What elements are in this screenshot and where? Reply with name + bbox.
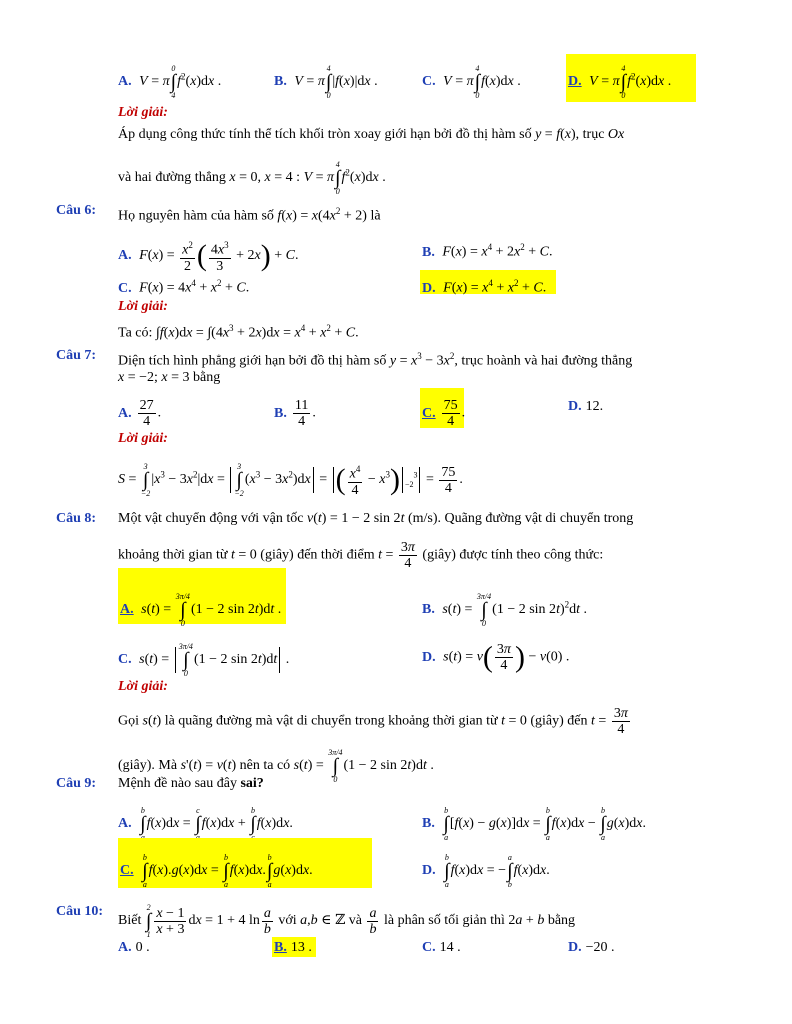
q5-solution-label: Lời giải:: [118, 105, 168, 120]
q8-option-c[interactable]: C. s(t) = 3π/4 ∫ 0 (1 − 2 sin 2t)dt .: [118, 642, 290, 678]
q5-option-c[interactable]: C. V = π 4 ∫ 0 f(x)dx .: [422, 64, 521, 100]
q6-text: Họ nguyên hàm của hàm số $f(x) = x(4x^2 + 2)$ là: [118, 206, 381, 224]
q7-text-line2: x = −2; x = 3 bằng: [118, 370, 221, 385]
q8-text-line2: khoảng thời gian từ t = 0 (giây) đến thời điểm t = $\frac{3\pi}{4}$ (giây) được tính theo công thức:: [118, 540, 604, 571]
q10-option-a[interactable]: A. 0 .: [118, 940, 150, 955]
q9-option-d[interactable]: D. b ∫ a f(x)dx = − a ∫ b f(x)dx.: [422, 853, 550, 889]
q10-text: Biết 2 ∫ 1 $\frac{x - 1}{x + 3}$ dx = 1 + 4 ln $\frac{a}{b}$ với a,b ∈ ℤ và $\frac{a}{b}$ là phân số tối giản thì 2a + b bằng: [118, 903, 576, 939]
q9-text: Mệnh đề nào sau đây sai?: [118, 776, 264, 791]
q9-option-c[interactable]: C. b ∫ a f(x).g(x)dx = b ∫ a f(x)dx. b ∫ a g(x)dx.: [120, 853, 313, 889]
q7-option-a[interactable]: A. $\frac{27}{4}$ .: [118, 398, 162, 429]
q7-solution-label: Lời giải:: [118, 431, 168, 446]
q5-option-b[interactable]: B. V = π 4 ∫ 0 |f(x)|dx .: [274, 64, 378, 100]
q6-option-c[interactable]: C. $F(x) = 4x^4 + x^2 + C$.: [118, 278, 250, 296]
q8-solution-line2: (giây). Mà s'(t) = v(t) nên ta có s(t) = 3π/4 ∫ 0 (1 − 2 sin 2t)dt .: [118, 748, 434, 784]
q9-label: Câu 9:: [56, 776, 97, 791]
q6-solution-label: Lời giải:: [118, 299, 168, 314]
q8-solution-label: Lời giải:: [118, 679, 168, 694]
q6-option-b[interactable]: B. $F(x) = x^4 + 2x^2 + C$.: [422, 242, 553, 260]
q10-option-c[interactable]: C. 14 .: [422, 940, 461, 955]
q7-option-b[interactable]: B. $\frac{11}{4}$ .: [274, 398, 316, 429]
q7-option-d[interactable]: D. 12.: [568, 399, 604, 414]
q5-option-a-label[interactable]: A.: [118, 74, 132, 90]
q8-label: Câu 8:: [56, 511, 97, 526]
q8-solution-line1: Gọi s(t) là quãng đường mà vật di chuyển trong khoảng thời gian từ t = 0 (giây) đến t = $\frac{3\pi}{4}$: [118, 706, 628, 737]
q10-option-b[interactable]: B. 13 .: [274, 940, 312, 955]
q6-label: Câu 6:: [56, 203, 97, 218]
q8-option-a[interactable]: A. s(t) = 3π/4 ∫ 0 (1 − 2 sin 2t)dt .: [120, 592, 282, 628]
q7-text: Diện tích hình phẳng giới hạn bởi đồ thị hàm số $y = x^3 - 3x^2$, trục hoành và hai đường thẳng: [118, 351, 633, 369]
q6-option-a[interactable]: A. F(x) = $\frac{x^2}{2}$ ( $\frac{4x^3}{3}$ + 2x) + C.: [118, 238, 299, 274]
q5-solution-line1: Áp dụng công thức tính thể tích khối tròn xoay giới hạn bởi đồ thị hàm số y = f(x), trục Ox: [118, 127, 625, 142]
q7-solution: S = 3 ∫ −2 $|x^3 - 3x^2|dx$ = 3 ∫ −2 $(x^3 - 3x^2)dx$ = ( $\frac{x^4}{4}$ − $x^3$) $_{-2}^3$ = $\frac{75}{4}$ .: [118, 462, 463, 498]
q10-label: Câu 10:: [56, 904, 104, 919]
q5-solution-line2: và hai đường thẳng x = 0, x = 4 : V = π 4 ∫ 0 $f^2(x)dx$ .: [118, 160, 386, 196]
q8-option-d[interactable]: D. s(t) = v( $\frac{3\pi}{4}$ ) − v(0) .: [422, 640, 570, 674]
q5-options: A. V = π 0 ∫ 4 $f^2(x)dx$ .: [118, 64, 222, 100]
q9-option-b[interactable]: B. b ∫ a [f(x) − g(x)]dx = b ∫ a f(x)dx − b ∫ a g(x)dx.: [422, 806, 647, 842]
q5-option-d[interactable]: D. V = π 4 ∫ 0 $f^2(x)dx$ .: [568, 64, 672, 100]
q10-option-d[interactable]: D. −20 .: [568, 940, 615, 955]
q7-label: Câu 7:: [56, 348, 97, 363]
q9-option-a[interactable]: A. b ∫ f(x)dx = c ∫ f(x)dx + b ∫ f(x)dx.: [118, 806, 293, 835]
q7-option-c[interactable]: C. $\frac{75}{4}$ .: [422, 398, 466, 429]
q8-text-line1: Một vật chuyển động với vận tốc v(t) = 1 − 2 sin 2t (m/s). Quãng đường vật di chuyển trong: [118, 511, 634, 526]
q8-option-b[interactable]: B. s(t) = 3π/4 ∫ 0 (1 − 2 sin 2t)$^2$dt .: [422, 592, 588, 628]
q6-solution: Ta có: $\int f(x)dx = \int(4x^3 + 2x)dx = x^4 + x^2 + C$.: [118, 323, 359, 341]
q6-option-d[interactable]: D. $F(x) = x^4 + x^2 + C$.: [422, 278, 547, 296]
